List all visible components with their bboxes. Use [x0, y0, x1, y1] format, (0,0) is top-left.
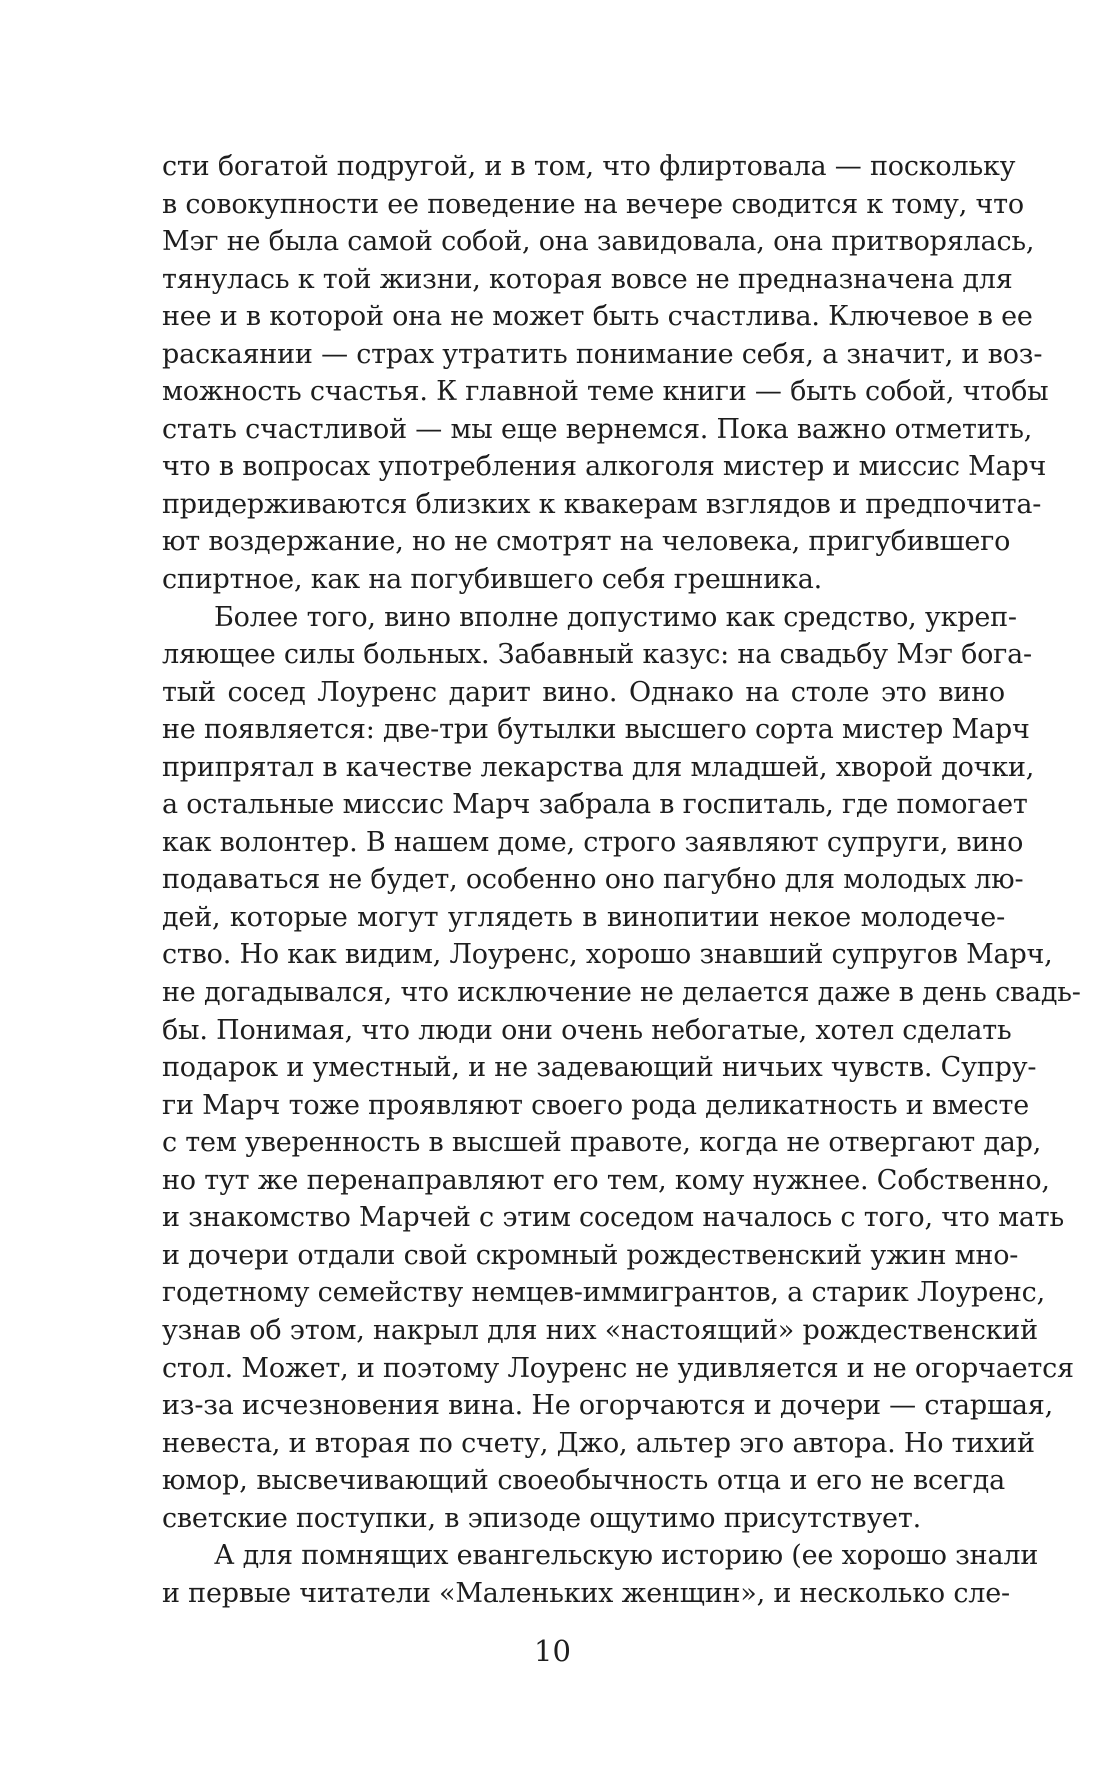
text-line: спиртное, как на погубившего себя грешника.	[162, 564, 823, 596]
text-line: подарок и уместный, и не задевающий ничьих чувств. Супру-	[162, 1052, 1037, 1084]
body-text	[162, 148, 1081, 1612]
text-line: узнав об этом, накрыл для них «настоящий» рождественский	[162, 1314, 1038, 1346]
text-line: в совокупности ее поведение на вечере сводится к тому, что	[162, 188, 1024, 220]
text-line: ги Марч тоже проявляют своего рода деликатность и вместе	[162, 1089, 1029, 1121]
text-line: светские поступки, в эпизоде ощутимо присутствует.	[162, 1502, 921, 1534]
text-line: тый сосед Лоуренс дарит вино. Однако на столе это вино	[162, 676, 1005, 708]
text-line: раскаянии — страх утратить понимание себя, а значит, и воз-	[162, 338, 1043, 370]
text-line: из-за исчезновения вина. Не огорчаются и дочери — старшая,	[162, 1390, 1053, 1422]
text-line: подаваться не будет, особенно оно пагубно для молодых лю-	[162, 864, 1024, 896]
text-line: дей, которые могут углядеть в винопитии некое молодече-	[162, 901, 1005, 933]
paragraph	[162, 599, 1081, 1538]
text-line: ство. Но как видим, Лоуренс, хорошо знавший супругов Марч,	[162, 939, 1053, 971]
text-line: А для помнящих евангельскую историю (ее хорошо знали	[214, 1540, 1039, 1572]
text-line: можность счастья. К главной теме книги — быть собой, чтобы	[162, 376, 1049, 408]
text-line: стол. Может, и поэтому Лоуренс не удивляется и не огорчается	[162, 1352, 1074, 1384]
text-line: не догадывался, что исключение не делается даже в день свадь-	[162, 977, 1081, 1009]
page-number: 10	[534, 1634, 571, 1668]
text-line: сти богатой подругой, и в том, что флиртовала — поскольку	[162, 151, 1016, 182]
text-line: и дочери отдали свой скромный рождественский ужин мно-	[162, 1239, 1019, 1271]
text-line: и знакомство Марчей с этим соседом началось с того, что мать	[162, 1202, 1065, 1234]
text-line: невеста, и вторая по счету, Джо, альтер эго автора. Но тихий	[162, 1427, 1035, 1459]
text-line: что в вопросах употребления алкоголя мистер и миссис Марч	[162, 451, 1047, 483]
text-line: ют воздержание, но не смотрят на человека, пригубившего	[162, 526, 1011, 558]
text-line: юмор, высвечивающий своеобычность отца и его не всегда	[162, 1465, 1005, 1497]
text-line: ляющее силы больных. Забавный казус: на свадьбу Мэг бога-	[162, 639, 1032, 671]
text-line: Мэг не была самой собой, она завидовала, она притворялась,	[162, 226, 1035, 258]
paragraph	[162, 1537, 1039, 1612]
text-line: как волонтер. В нашем доме, строго заявляют супруги, вино	[162, 826, 1024, 858]
text-line: с тем уверенность в высшей правоте, когда не отвергают дар,	[162, 1127, 1042, 1159]
paragraph	[162, 148, 1049, 599]
text-line: стать счастливой — мы еще вернемся. Пока важно отметить,	[162, 413, 1033, 445]
text-line: бы. Понимая, что люди они очень небогатые, хотел сделать	[162, 1014, 1012, 1046]
text-line: Более того, вино вполне допустимо как средство, укреп-	[214, 601, 1017, 633]
text-line: тянулась к той жизни, которая вовсе не предназначена для	[162, 263, 1013, 295]
text-line: но тут же перенаправляют его тем, кому нужнее. Собственно,	[162, 1164, 1050, 1196]
text-line: годетному семейству немцев-иммигрантов, а старик Лоуренс,	[162, 1277, 1045, 1309]
text-line: придерживаются близких к квакерам взглядов и предпочита-	[162, 488, 1042, 520]
text-line: а остальные миссис Марч забрала в госпиталь, где помогает	[162, 789, 1028, 821]
text-line: не появляется: две-три бутылки высшего сорта мистер Марч	[162, 714, 1030, 746]
text-line: припрятал в качестве лекарства для младшей, хворой дочки,	[162, 751, 1035, 783]
text-line: нее и в которой она не может быть счастлива. Ключевое в ее	[162, 301, 1033, 333]
text-line: и первые читатели «Маленьких женщин», и несколько сле-	[162, 1577, 1010, 1609]
